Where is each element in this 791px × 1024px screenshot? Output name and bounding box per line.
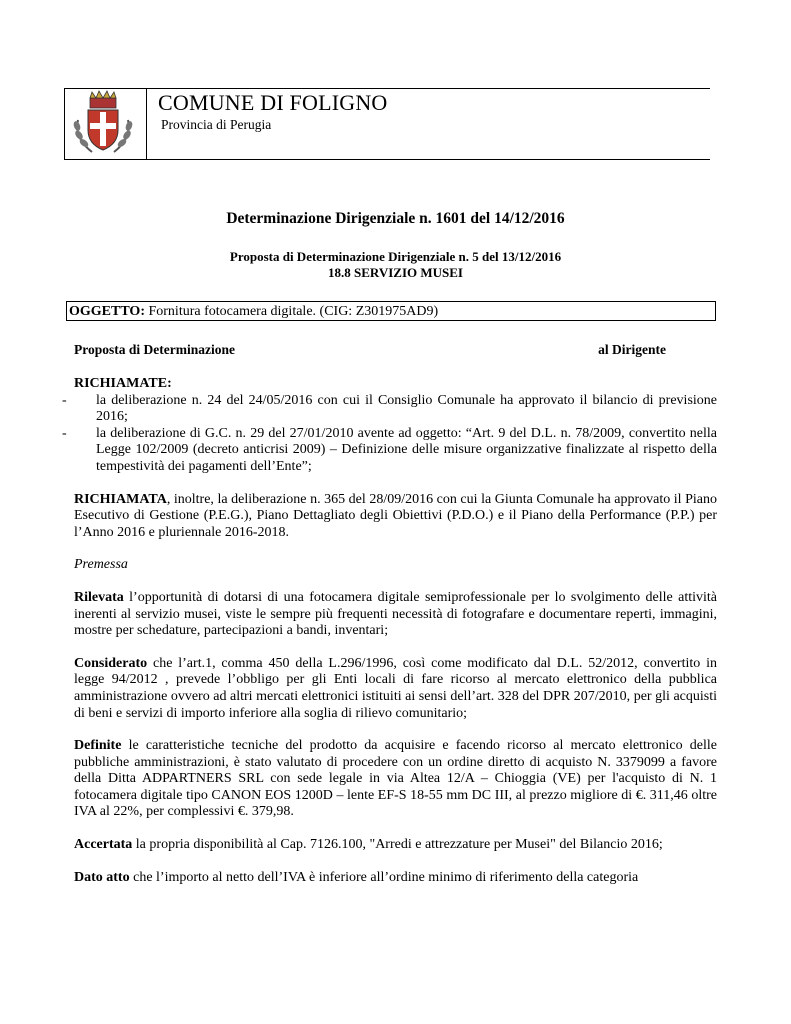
servizio-title: 18.8 SERVIZIO MUSEI (328, 265, 463, 280)
richiamata-text: , inoltre, la deliberazione n. 365 del 28/09/2016 con cui la Giunta Comunale ha approvato il Piano Esecutivo di Gestione (P.E.G.), Piano Dettagliato degli Obiettivi (P.D.O.) e il Piano della Performance (P.P.) per l’Anno 2016 e pluriennale 2016-2018. (74, 491, 717, 540)
header-top-rule (64, 88, 710, 89)
comune-name: COMUNE DI FOLIGNO (158, 90, 388, 115)
richiamate-item-1-text: la deliberazione n. 24 del 24/05/2016 con cui il Consiglio Comunale ha approvato il bilancio di previsione 2016; (96, 392, 717, 425)
oggetto-label: OGGETTO: (69, 304, 145, 319)
dato-atto-paragraph (74, 870, 717, 887)
paragraph-lead: Rilevata (74, 589, 124, 605)
coat-of-arms-icon (68, 90, 138, 156)
document-header (64, 88, 710, 160)
oggetto-box (66, 301, 716, 321)
accertata-paragraph (74, 837, 717, 854)
richiamata-lead: RICHIAMATA (74, 491, 167, 507)
paragraph-text: che l’art.1, comma 450 della L.296/1996, così come modificato dal D.L. 52/2012, convertito in legge 94/2012 , prevede l’obbligo per gli Enti locali di fare ricorso al mercato elettronico della pubblica amministrazione ovvero ad altri mercati elettronici istituiti ai sensi dell’art. 328 del DPR 207/2010, per gli acquisti di beni e servizi di importo inferiore alla soglia di rilievo comunitario; (74, 655, 717, 721)
document-body (62, 376, 717, 886)
paragraph-lead: Definite (74, 738, 122, 754)
richiamate-item-2 (62, 425, 717, 476)
determinazione-title: Determinazione Dirigenziale n. 1601 del 14/12/2016 (226, 210, 565, 227)
paragraph-text: che l’importo al netto dell’IVA è inferiore all’ordine minimo di riferimento della categoria (129, 869, 639, 885)
premessa-heading: Premessa (74, 557, 128, 573)
richiamate-heading: RICHIAMATE: (74, 376, 172, 391)
richiamate-item-1 (62, 392, 717, 426)
proposta-right: al Dirigente (598, 342, 666, 357)
header-divider-rule (146, 88, 147, 160)
proposta-title: Proposta di Determinazione Dirigenziale n. 5 del 13/12/2016 (229, 249, 562, 264)
paragraph-lead: Dato atto (74, 869, 130, 885)
paragraph-text: le caratteristiche tecniche del prodotto da acquisire e facendo ricorso al mercato elettronico delle pubbliche amministrazioni, è stato valutato di procedere con un ordine diretto di acquisto N. 3379099 a favore della Ditta ADPARTNERS SRL con sede legale in via Altea 12/A – Chioggia (VE) per l'acquisto di N. 1 fotocamera digitale tipo CANON EOS 1200D – lente EF-S 18-55 mm DC III, al prezzo migliore di €. 311,46 oltre IVA al 22%, per complessivi €. 379,98. (74, 738, 717, 820)
header-bottom-rule (64, 159, 710, 160)
rilevata-paragraph (74, 590, 717, 640)
dash-bullet: - (62, 425, 67, 441)
oggetto-text: Fornitura fotocamera digitale. (CIG: Z301975AD9) (148, 304, 439, 319)
paragraph-lead: Considerato (74, 655, 148, 671)
proposta-row (74, 342, 666, 358)
paragraph-text: la propria disponibilità al Cap. 7126.100, "Arredi e attrezzature per Musei" del Bilancio 2016; (132, 837, 663, 853)
header-left-rule (64, 88, 65, 160)
considerato-paragraph (74, 656, 717, 722)
paragraph-lead: Accertata (74, 837, 133, 853)
provincia-name: Provincia di Perugia (161, 117, 272, 132)
richiamate-item-2-text: la deliberazione di G.C. n. 29 del 27/01/2010 avente ad oggetto: “Art. 9 del D.L. n. 78/2009, convertito nella Legge 102/2009 (decreto anticrisi 2009) – Definizione delle misure organizzative finalizzate al rispetto della tempestività dei pagamenti dell’Ente”; (96, 425, 717, 474)
richiamata-paragraph (74, 492, 717, 542)
dash-bullet: - (62, 392, 67, 408)
proposta-left: Proposta di Determinazione (74, 342, 235, 357)
paragraph-text: l’opportunità di dotarsi di una fotocamera digitale semiprofessionale per lo svolgimento delle attività inerenti al servizio musei, viste le sempre più frequenti necessità di fotografare e documentare reperti, immagini, mostre per schedature, partecipazioni a bandi, inventari; (74, 589, 717, 639)
definite-paragraph (74, 738, 717, 821)
